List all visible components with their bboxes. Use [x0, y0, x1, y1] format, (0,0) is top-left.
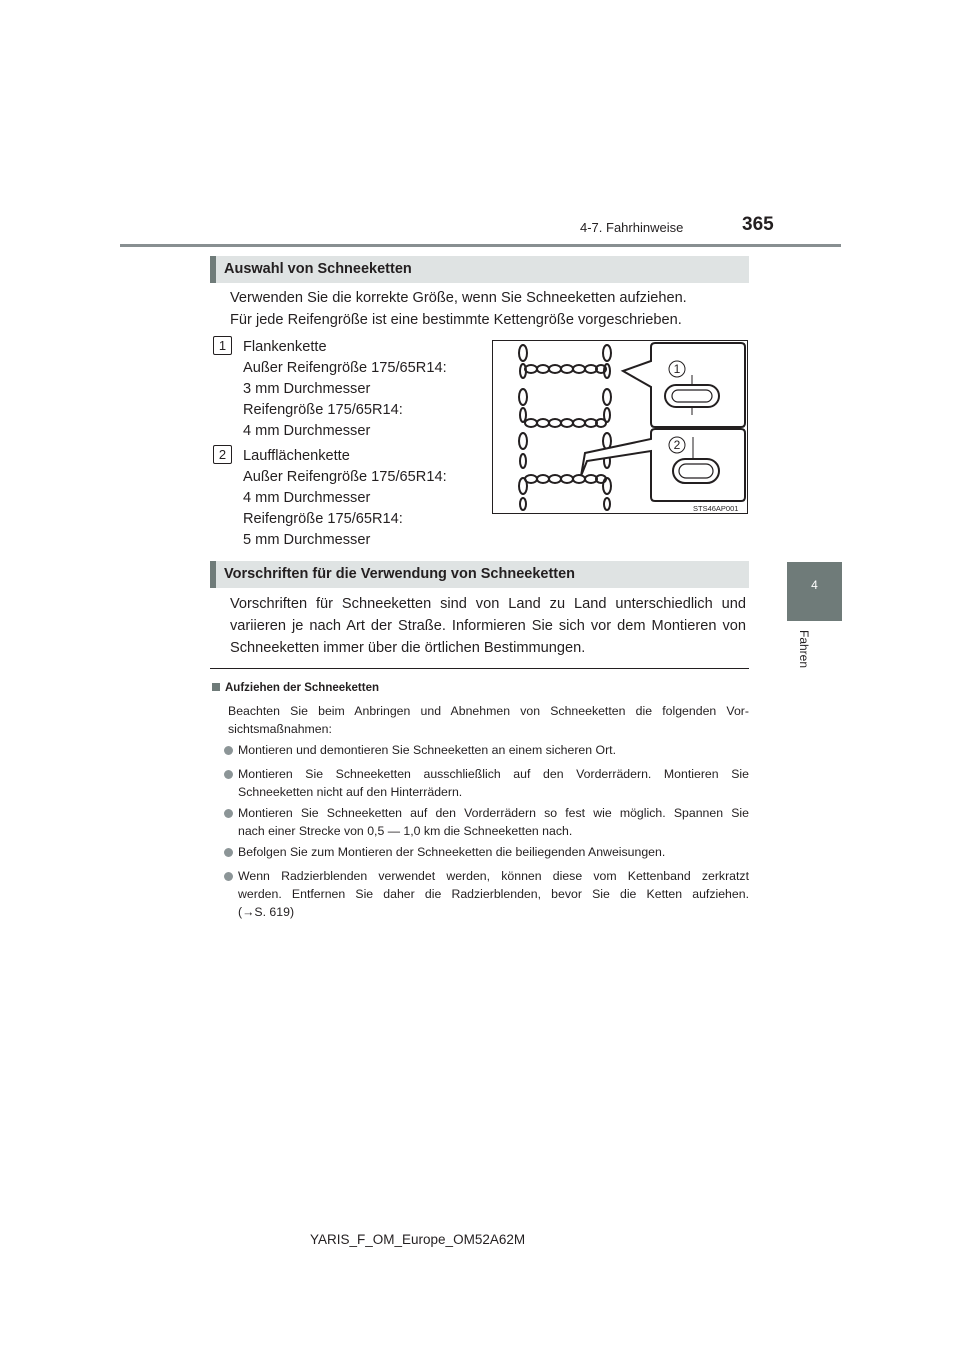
- page-number: 365: [742, 214, 774, 235]
- section-heading-bar: [210, 256, 216, 283]
- item-1-line-3: 3 mm Durchmesser: [243, 381, 371, 397]
- note-2-line-2: Schneeketten nicht auf den Hinterrädern.: [238, 785, 463, 799]
- intro-line-1: Verwenden Sie die korrekte Größe, wenn Sie Schneeketten aufziehen.: [230, 290, 687, 306]
- section-heading-label: Vorschriften für die Verwendung von Schneeketten: [224, 566, 576, 582]
- tread-chain-bottom: [525, 475, 606, 483]
- item-2-line-4: Reifengröße 175/65R14:: [243, 511, 403, 527]
- note-5-line-1: Wenn Radzierblenden verwendet werden, können diese vom Kettenband zerkratzt: [238, 869, 749, 883]
- section-heading-label: Auswahl von Schneeketten: [224, 261, 412, 277]
- callout-2-label: 2: [673, 438, 681, 452]
- callout-2: [669, 437, 685, 453]
- divider: [210, 668, 749, 669]
- notes-intro-line-2: sichtsmaßnahmen:: [228, 722, 332, 736]
- item-2-line-5: 5 mm Durchmesser: [243, 532, 371, 548]
- section-heading-snow-chain-selection: [210, 256, 749, 283]
- item-1-line-4: Reifengröße 175/65R14:: [243, 402, 403, 418]
- notes-title: [212, 682, 379, 694]
- header-rule: [120, 244, 841, 247]
- bullet-dot-icon: [224, 770, 233, 779]
- note-5-page-reference[interactable]: (→S. 619): [238, 905, 295, 919]
- regulations-line-3: Schneeketten immer über die örtlichen Bestimmungen.: [230, 640, 586, 656]
- note-3-line-1: Montieren Sie Schneeketten auf den Vorderrädern so fest wie möglich. Spannen Sie: [238, 806, 749, 820]
- notes-title-text: Aufziehen der Schneeketten: [225, 682, 380, 694]
- chapter-tab[interactable]: 4: [787, 562, 842, 621]
- tread-chain-top: [525, 365, 606, 373]
- right-side-chain: [603, 345, 611, 510]
- square-bullet-icon: [212, 683, 220, 691]
- item-2-line-3: 4 mm Durchmesser: [243, 490, 371, 506]
- section-heading-snow-chain-regulations: [210, 561, 749, 588]
- item-number-2: 2: [213, 445, 232, 464]
- item-1-line-2: Außer Reifengröße 175/65R14:: [243, 360, 447, 376]
- bullet-dot-icon: [224, 809, 233, 818]
- header-section-title: 4-7. Fahrhinweise: [580, 220, 684, 235]
- note-3-line-2: nach einer Strecke von 0,5 — 1,0 km die Schneeketten nach.: [238, 824, 573, 838]
- note-2-line-1: Montieren Sie Schneeketten ausschließlich auf den Vorderrädern. Montieren Sie: [238, 767, 749, 781]
- callout-1: [669, 361, 685, 377]
- snow-chain-figure: [492, 340, 748, 514]
- item-2-line-1: Laufflächenkette: [243, 448, 350, 464]
- regulations-line-2: variieren je nach Art der Straße. Informieren Sie sich vor dem Montieren von: [230, 618, 746, 634]
- regulations-line-1: Vorschriften für Schneeketten sind von Land zu Land unterschiedlich und: [230, 596, 746, 612]
- item-2-line-2: Außer Reifengröße 175/65R14:: [243, 469, 447, 485]
- bullet-dot-icon: [224, 848, 233, 857]
- snow-chain-illustration: [493, 341, 747, 513]
- intro-line-2: Für jede Reifengröße ist eine bestimmte Kettengröße vorgeschrieben.: [230, 312, 682, 328]
- figure-code: STS46AP001: [693, 504, 739, 513]
- document-code: YARIS_F_OM_Europe_OM52A62M: [310, 1232, 526, 1247]
- bullet-dot-icon: [224, 872, 233, 881]
- tread-chain-middle: [525, 419, 606, 427]
- note-5-line-2: werden. Entfernen Sie daher die Radzierblenden, bevor Sie die Ketten aufziehen.: [238, 887, 749, 901]
- item-1-line-5: 4 mm Durchmesser: [243, 423, 371, 439]
- callout-1-label: 1: [673, 362, 681, 376]
- notes-intro-line-1: Beachten Sie beim Anbringen und Abnehmen von Schneeketten die folgenden Vor-: [228, 704, 749, 718]
- item-number-1: 1: [213, 336, 232, 355]
- bullet-dot-icon: [224, 746, 233, 755]
- callout-box-2: [581, 429, 745, 501]
- chapter-label: Fahren: [797, 630, 811, 669]
- item-1-line-1: Flankenkette: [243, 339, 327, 355]
- note-4-line-1: Befolgen Sie zum Montieren der Schneeketten die beiliegenden Anweisungen.: [238, 845, 666, 859]
- section-heading-bar: [210, 561, 216, 588]
- note-1-line-1: Montieren und demontieren Sie Schneeketten an einem sicheren Ort.: [238, 743, 617, 757]
